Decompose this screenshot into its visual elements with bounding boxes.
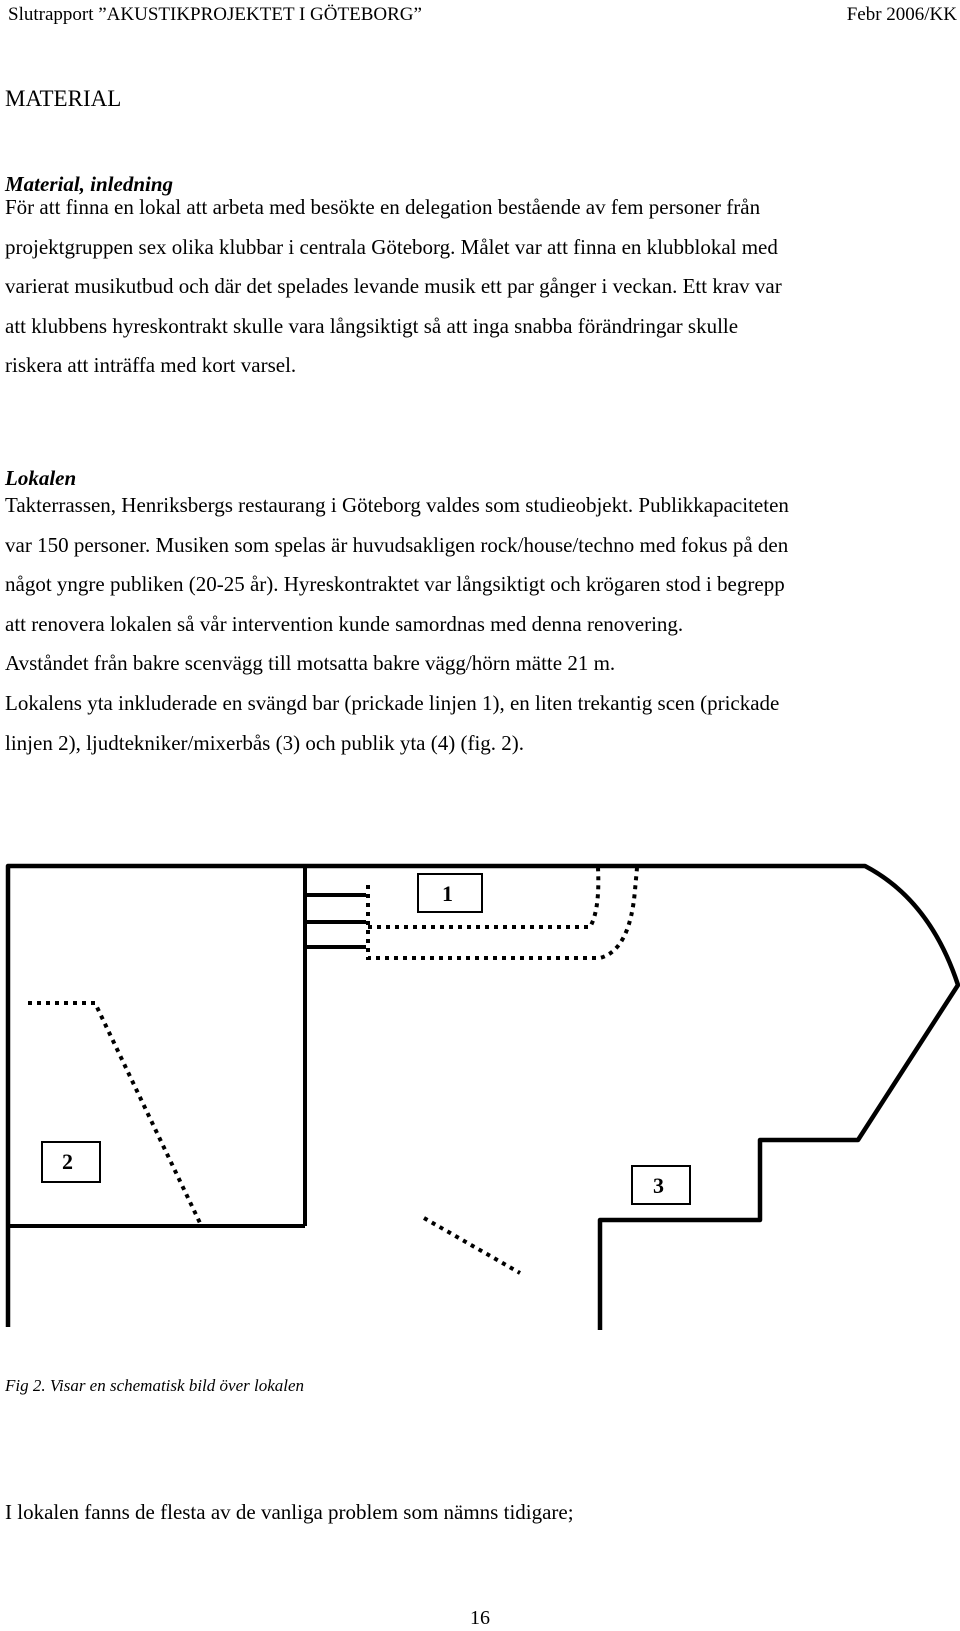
text-line: något yngre publiken (20-25 år). Hyreskontraktet var långsiktigt och krögaren stod i begrepp xyxy=(5,572,785,597)
text-line: projektgruppen sex olika klubbar i centrala Göteborg. Målet var att finna en klubblokal med xyxy=(5,234,778,259)
page-number: 16 xyxy=(470,1607,490,1629)
page-heading: MATERIAL xyxy=(5,86,122,111)
text-line: varierat musikutbud och där det spelades levande musik ett par gånger i veckan. Ett krav var xyxy=(5,274,782,299)
stage-outline-dotted xyxy=(28,1003,200,1223)
label-3: 3 xyxy=(653,1173,664,1198)
closing-text: I lokalen fanns de flesta av de vanliga problem som nämns tidigare; xyxy=(5,1500,574,1524)
section-title-inledning: Material, inledning xyxy=(5,172,174,196)
figure-caption: Fig 2. Visar en schematisk bild över lokalen xyxy=(5,1376,305,1395)
text-line: linjen 2), ljudtekniker/mixerbås (3) och publik yta (4) (fig. 2). xyxy=(5,730,525,755)
bar-inner-dotted xyxy=(368,868,598,927)
running-header-date: Febr 2006/KK xyxy=(846,4,957,25)
outer-wall xyxy=(8,866,958,1330)
text-line: riskera att inträffa med kort varsel. xyxy=(5,353,297,378)
stage-outline-dotted xyxy=(424,1218,520,1273)
text-line: Takterrassen, Henriksbergs restaurang i Göteborg valdes som studieobjekt. Publikkapaciteten xyxy=(5,493,789,517)
label-2: 2 xyxy=(62,1149,73,1174)
text-line: Lokalens yta inkluderade en svängd bar (prickade linjen 1), en liten trekantig scen (prickade xyxy=(5,690,780,715)
text-line: var 150 personer. Musiken som spelas är huvudsakligen rock/house/techno med fokus på den xyxy=(5,532,789,557)
section-title-lokalen: Lokalen xyxy=(5,466,77,490)
text-line: att renovera lokalen så vår intervention kunde samordnas med denna renovering. xyxy=(5,611,684,636)
running-header-title: Slutrapport ”AKUSTIKPROJEKTET I GÖTEBORG” xyxy=(8,4,422,25)
paragraph-inledning xyxy=(5,192,953,390)
paragraph-lokalen xyxy=(5,490,953,767)
text-line: Avståndet från bakre scenvägg till motsatta bakre vägg/hörn mätte 21 m. xyxy=(5,651,616,676)
text-line: att klubbens hyreskontrakt skulle vara långsiktigt så att inga snabba förändringar skulle xyxy=(5,313,739,338)
floor-plan-figure xyxy=(0,840,960,1330)
text-line: För att finna en lokal att arbeta med besökte en delegation bestående av fem personer från xyxy=(5,195,761,219)
label-1: 1 xyxy=(442,881,453,906)
